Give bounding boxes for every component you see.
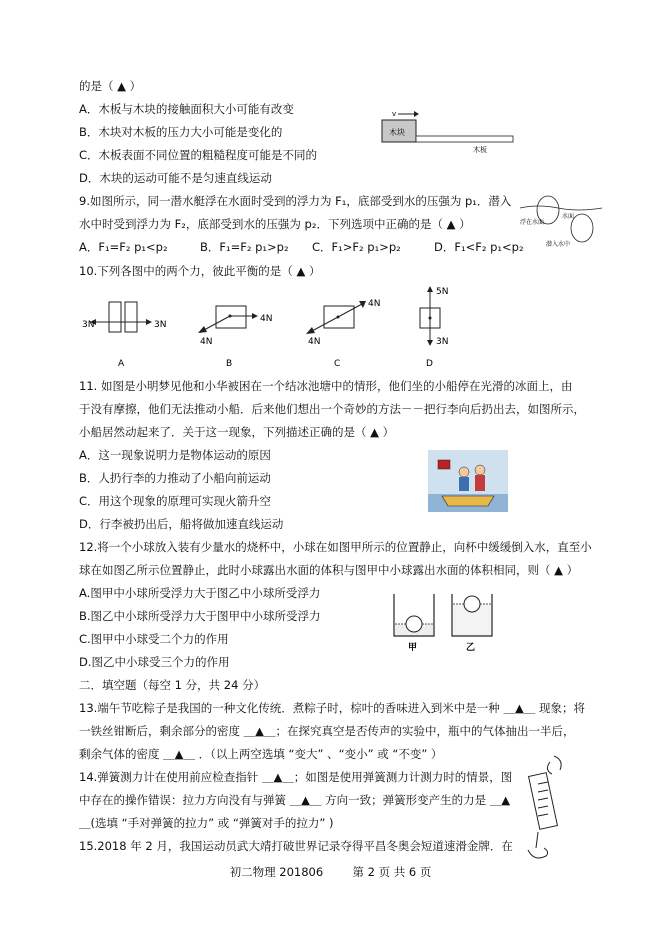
q14-line3: ＿(选填 “手对弹簧的拉力” 或 “弹簧对手的拉力” ) [79,816,334,830]
q12-option-c: C.图甲中小球受二个力的作用 [79,632,229,646]
q10-c-right-label: 4N [368,299,381,309]
q8-option-b: B．木块对木板的压力大小可能是变化的 [79,125,283,139]
q11-line2: 于没有摩擦，他们无法推动小船．后来他们想出一个奇妙的方法－－把行李向后扔出去，如图所示， [79,402,585,416]
q9-figure-submarine [518,188,604,250]
q8-figure-block-board [378,106,518,154]
q11-option-a: A．这一现象说明力是物体运动的原因 [79,448,271,462]
q11-line3: 小船居然动起来了．关于这一现象，下列描述正确的是（ ▲ ） [79,425,395,439]
q11-option-b: B．人扔行李的力推动了小船向前运动 [79,471,271,485]
q9-line2: 水中时受到浮力为 F₂，底部受到水的压强为 p₂．下列选项中正确的是（ ▲ ） [79,217,471,231]
q13-line2: 一铁丝钳断后，剩余部分的密度 ＿▲＿；在探究真空是否传声的实验中，瓶中的气体抽出一半后， [79,724,575,738]
q12-line2: 球在如图乙所示位置静止，此时小球露出水面的体积与图甲中小球露出水面的体积相同，则（ ▲ ） [79,563,579,577]
q8-tail: 的是（ ▲ ） [79,79,142,93]
q14-line1: 14.弹簧测力计在使用前应检查指针 ＿▲＿；如图是使用弹簧测力计测力时的情景，图 [79,770,513,784]
q8-board-label: 木板 [473,146,487,154]
q8-option-c: C．木板表面不同位置的粗糙程度可能是不同的 [79,148,318,162]
q9-option-c: C．F₁>F₂ p₁>p₂ [312,240,401,254]
q8-option-a: A．木板与木块的接触面积大小可能有改变 [79,102,294,116]
q10-a-right-label: 3N [154,320,167,330]
page-footer [0,864,661,880]
q10-a-letter: A [118,359,125,368]
footer-page-number: 第 2 页 共 6 页 [352,865,432,879]
q11-figure-boat-illustration [428,450,508,512]
q9-label-dive: 潜入水中 [546,241,571,248]
q10-c-left-label: 4N [308,337,321,347]
q10-c-letter: C [334,359,341,368]
q12-option-d: D.图乙中小球受三个力的作用 [79,655,230,669]
q11-option-d: D．行李被扔出后，船将做加速直线运动 [79,517,284,531]
q11-line1: 11. 如图是小明梦见他和小华被困在一个结冰池塘中的情形，他们坐的小船停在光滑的冰面上，由 [79,379,573,393]
q9-option-d: D．F₁<F₂ p₁<p₂ [434,240,524,254]
q9-label-float: 浮在水面 [520,219,545,226]
q12-figure-beakers [390,590,510,656]
q9-option-b: B．F₁=F₂ p₁>p₂ [200,240,289,254]
q10-b-letter: B [226,359,233,368]
q12-line1: 12.将一个小球放入装有少量水的烧杯中，小球在如图甲所示的位置静止，向杯中缓缓倒入水，直至小 [79,540,592,554]
q10-figure-b [196,286,286,368]
q10-text: 10.下列各图中的两个力，彼此平衡的是（ ▲ ） [79,264,321,278]
q10-a-left-label: 3N [82,320,95,330]
q12-option-a: A.图甲中小球所受浮力大于图乙中小球所受浮力 [79,586,321,600]
q11-option-c: C．用这个现象的原理可实现火箭升空 [79,494,272,508]
q15-line1: 15.2018 年 2 月，我国运动员武大靖打破世界记录夺得平昌冬奥会短道速滑金牌．在 [79,839,513,853]
q10-figure-c [298,286,398,368]
q12-label-yi: 乙 [466,643,476,653]
section2-title: 二．填空题（每空 1 分，共 24 分） [79,678,266,692]
q10-b-left-label: 4N [200,337,213,347]
q14-line2: 中存在的操作错误：拉力方向没有与弹簧 ＿▲＿ 方向一致；弹簧形变产生的力是 ＿▲ [79,793,511,807]
q10-d-top-label: 5N [436,287,449,297]
q9-line1: 9.如图所示，同一潜水艇浮在水面时受到的浮力为 F₁，底部受到水的压强为 p₁．潜入 [79,194,512,208]
q8-option-d: D．木块的运动可能不是匀速直线运动 [79,171,272,185]
footer-course: 初二物理 201806 [229,865,324,879]
q10-d-letter: D [426,359,433,369]
q13-line1: 13.端午节吃粽子是我国的一种文化传统．煮粽子时，棕叶的香味进入到米中是一种 ＿▲＿ 现象；将 [79,701,585,715]
q9-option-a: A．F₁=F₂ p₁<p₂ [79,240,168,254]
q12-option-b: B.图乙中小球所受浮力大于图甲中小球所受浮力 [79,609,321,623]
q12-label-jia: 甲 [408,643,418,653]
q9-label-water: 水面 [562,213,575,220]
q10-b-right-label: 4N [260,314,273,324]
q10-figure-d [410,282,470,370]
q13-line3: 剩余气体的密度 ＿▲＿ ．（以上两空选填 “变大” 、“变小” 或 “不变” ） [79,747,443,761]
q10-d-bottom-label: 3N [436,337,449,347]
q14-figure-spring-scale [514,752,574,870]
q8-v-label: v [392,110,397,118]
q10-figure-a [80,286,180,368]
q8-block-label: 木块 [389,128,405,137]
